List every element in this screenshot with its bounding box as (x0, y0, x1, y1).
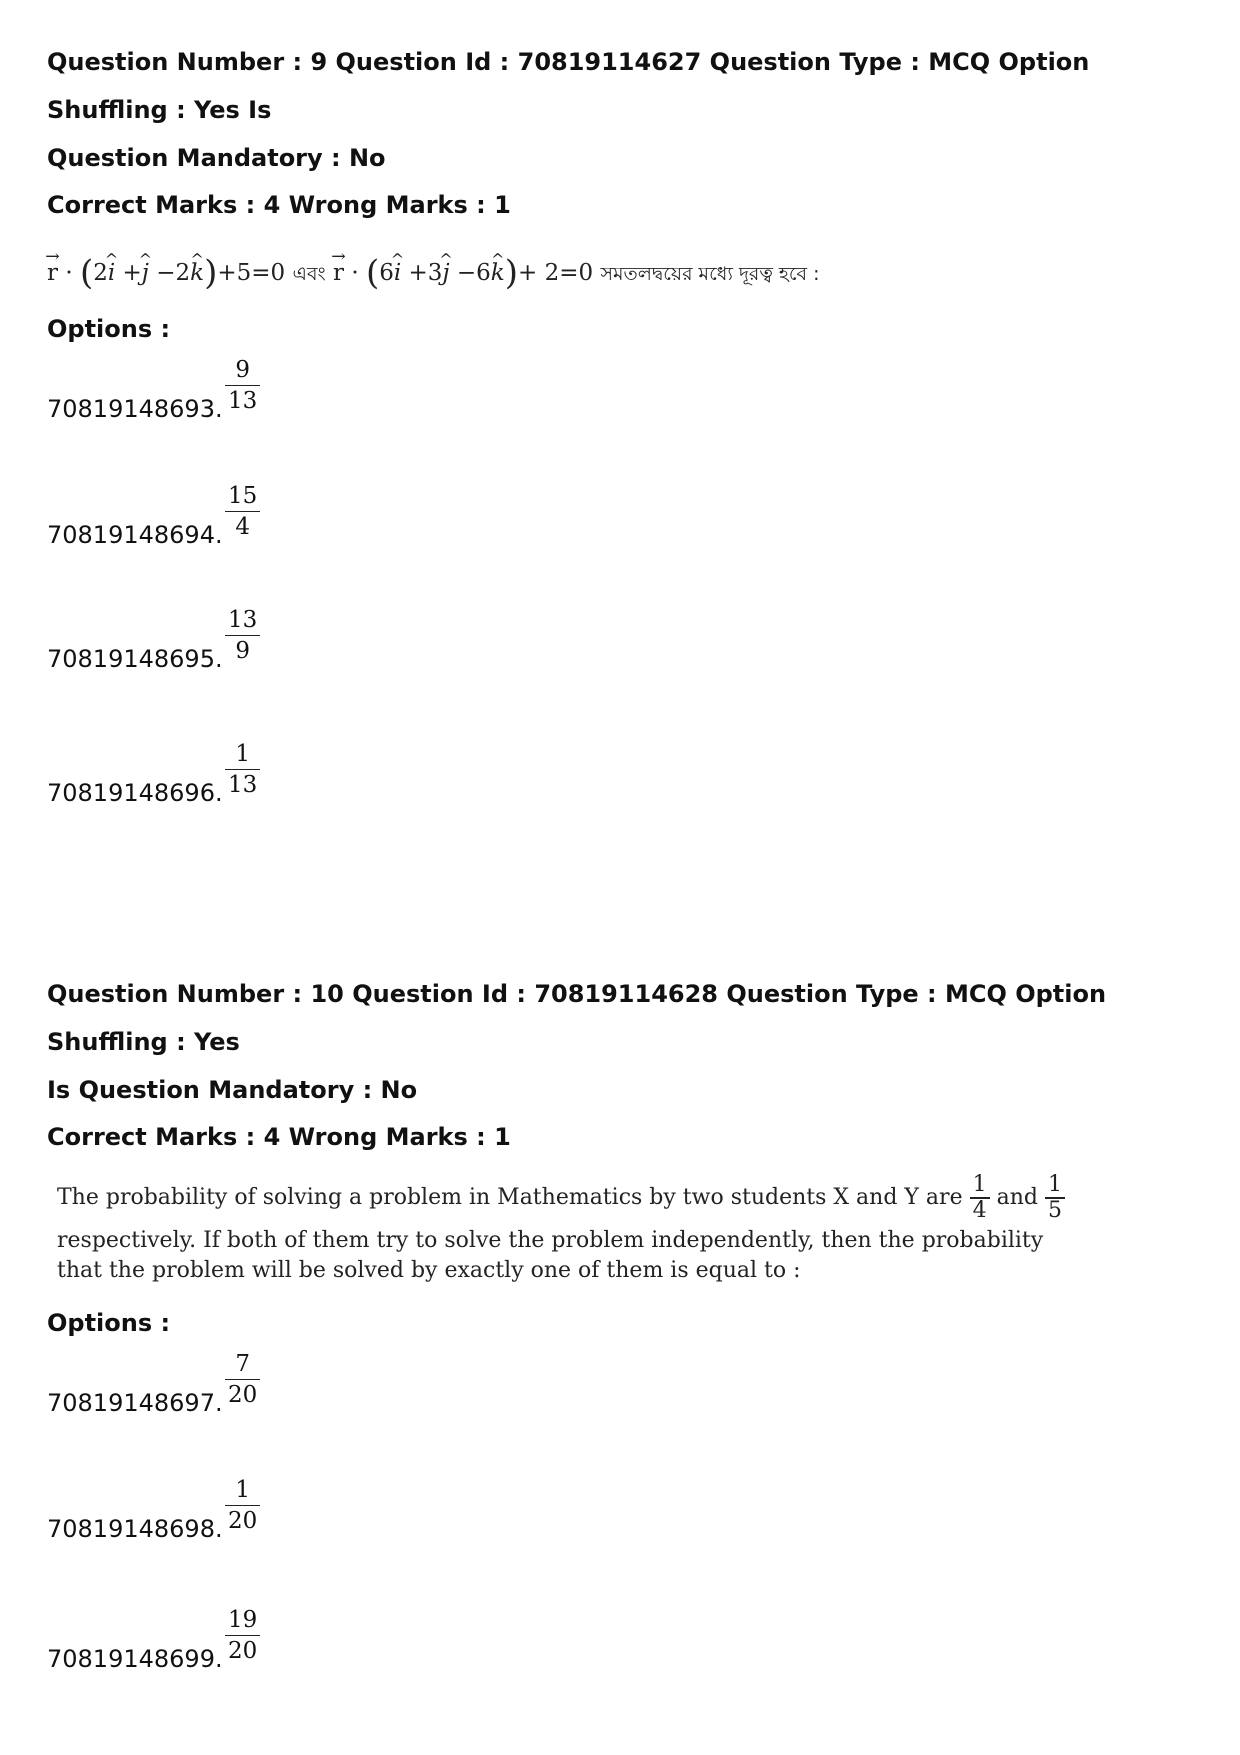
unit-j-2: ^ j (442, 248, 449, 298)
marks-line: Correct Marks : 4 Wrong Marks : 1 (47, 191, 511, 219)
fraction-denominator: 20 (228, 1638, 258, 1664)
marks-line: Correct Marks : 4 Wrong Marks : 1 (47, 1123, 511, 1151)
fraction-denominator: 20 (228, 1508, 258, 1534)
option-fraction (225, 355, 260, 417)
fraction-denominator: 20 (228, 1382, 258, 1408)
unit-j: ^ j (142, 248, 149, 298)
option-fraction (225, 481, 260, 543)
fraction-numerator: 1 (1047, 1172, 1062, 1198)
dot-operator-2: · (351, 260, 359, 286)
coef-k-2: −6 (456, 260, 491, 286)
option-item[interactable] (47, 344, 647, 424)
close-paren: ) (204, 253, 218, 293)
plane1-rhs: +5=0 (217, 260, 286, 286)
open-paren: ( (79, 253, 94, 293)
question-meta-line2: Is Question Mandatory : No (47, 1076, 418, 1104)
option-fraction (225, 739, 260, 801)
plus-op: + (122, 260, 142, 286)
question-meta-line2: Question Mandatory : No (47, 144, 386, 172)
fraction-one-quarter (970, 1173, 990, 1223)
fraction-denominator: 13 (228, 772, 258, 798)
fraction-numerator: 1 (235, 1476, 250, 1503)
fraction-denominator: 9 (235, 638, 250, 664)
stem-text-3: that the problem will be solved by exactly one of them is equal to : (57, 1258, 801, 1283)
options-label: Options : (47, 315, 171, 343)
option-item[interactable] (47, 470, 647, 550)
fraction-denominator: 5 (1047, 1197, 1062, 1223)
option-id: 70819148698. (47, 1515, 223, 1543)
question-9 (47, 38, 1207, 807)
dot-operator: · (65, 260, 73, 286)
coef-i: 2 (93, 260, 108, 286)
option-id: 70819148697. (47, 1389, 223, 1417)
stem-text-2: respectively. If both of them try to solve the problem independently, then the probability (57, 1228, 1044, 1253)
unit-k: ^ k (190, 248, 204, 298)
fraction-numerator: 1 (972, 1172, 987, 1198)
fraction-denominator: 4 (972, 1197, 987, 1223)
unit-i: ^ i (108, 248, 115, 298)
question-10 (47, 970, 1207, 1673)
option-fraction (225, 1349, 260, 1411)
question-meta-line1: Question Number : 9 Question Id : 70819114627 Question Type : MCQ Option Shuffling : Yes Is (47, 48, 1090, 124)
fraction-denominator: 13 (228, 388, 258, 414)
question-stem (47, 248, 1207, 298)
and-text: এবং (292, 263, 326, 285)
option-item[interactable] (47, 1594, 647, 1674)
option-item[interactable] (47, 1464, 647, 1544)
fraction-numerator: 1 (235, 740, 250, 767)
option-id: 70819148699. (47, 1645, 223, 1673)
fraction-denominator: 4 (235, 514, 250, 540)
and-text: and (996, 1185, 1038, 1210)
question-tail-text: সমতলদ্বয়ের মধ্যে দূরত্ব হবে : (600, 263, 820, 285)
coef-j-2: +3 (408, 260, 443, 286)
unit-i-2: ^ i (394, 248, 401, 298)
close-paren-2: ) (504, 253, 518, 293)
fraction-numerator: 13 (228, 606, 258, 633)
option-item[interactable] (47, 1338, 647, 1418)
fraction-numerator: 19 (228, 1606, 258, 1633)
fraction-numerator: 7 (235, 1350, 250, 1377)
options-label: Options : (47, 1309, 171, 1337)
option-id: 70819148693. (47, 395, 223, 423)
question-meta-line1: Question Number : 10 Question Id : 70819114628 Question Type : MCQ Option Shuffling : Yes (47, 980, 1107, 1056)
vector-r-2: → r (333, 248, 344, 298)
option-id: 70819148694. (47, 521, 223, 549)
fraction-numerator: 15 (228, 482, 258, 509)
coef-k: −2 (156, 260, 191, 286)
plane2-rhs: + 2=0 (518, 260, 594, 286)
coef-i-2: 6 (379, 260, 394, 286)
fraction-one-fifth (1045, 1173, 1065, 1223)
option-fraction (225, 605, 260, 667)
option-id: 70819148695. (47, 645, 223, 673)
fraction-numerator: 9 (235, 356, 250, 383)
vector-r: → r (47, 248, 58, 298)
option-id: 70819148696. (47, 779, 223, 807)
stem-text-1: The probability of solving a problem in Mathematics by two students X and Y are (57, 1185, 963, 1210)
question-stem (57, 1170, 1207, 1286)
option-item[interactable] (47, 594, 647, 674)
stem-line-1 (57, 1170, 1207, 1226)
open-paren-2: ( (365, 253, 380, 293)
unit-k-2: ^ k (491, 248, 505, 298)
option-fraction (225, 1605, 260, 1667)
option-fraction (225, 1475, 260, 1537)
option-item[interactable] (47, 728, 647, 808)
